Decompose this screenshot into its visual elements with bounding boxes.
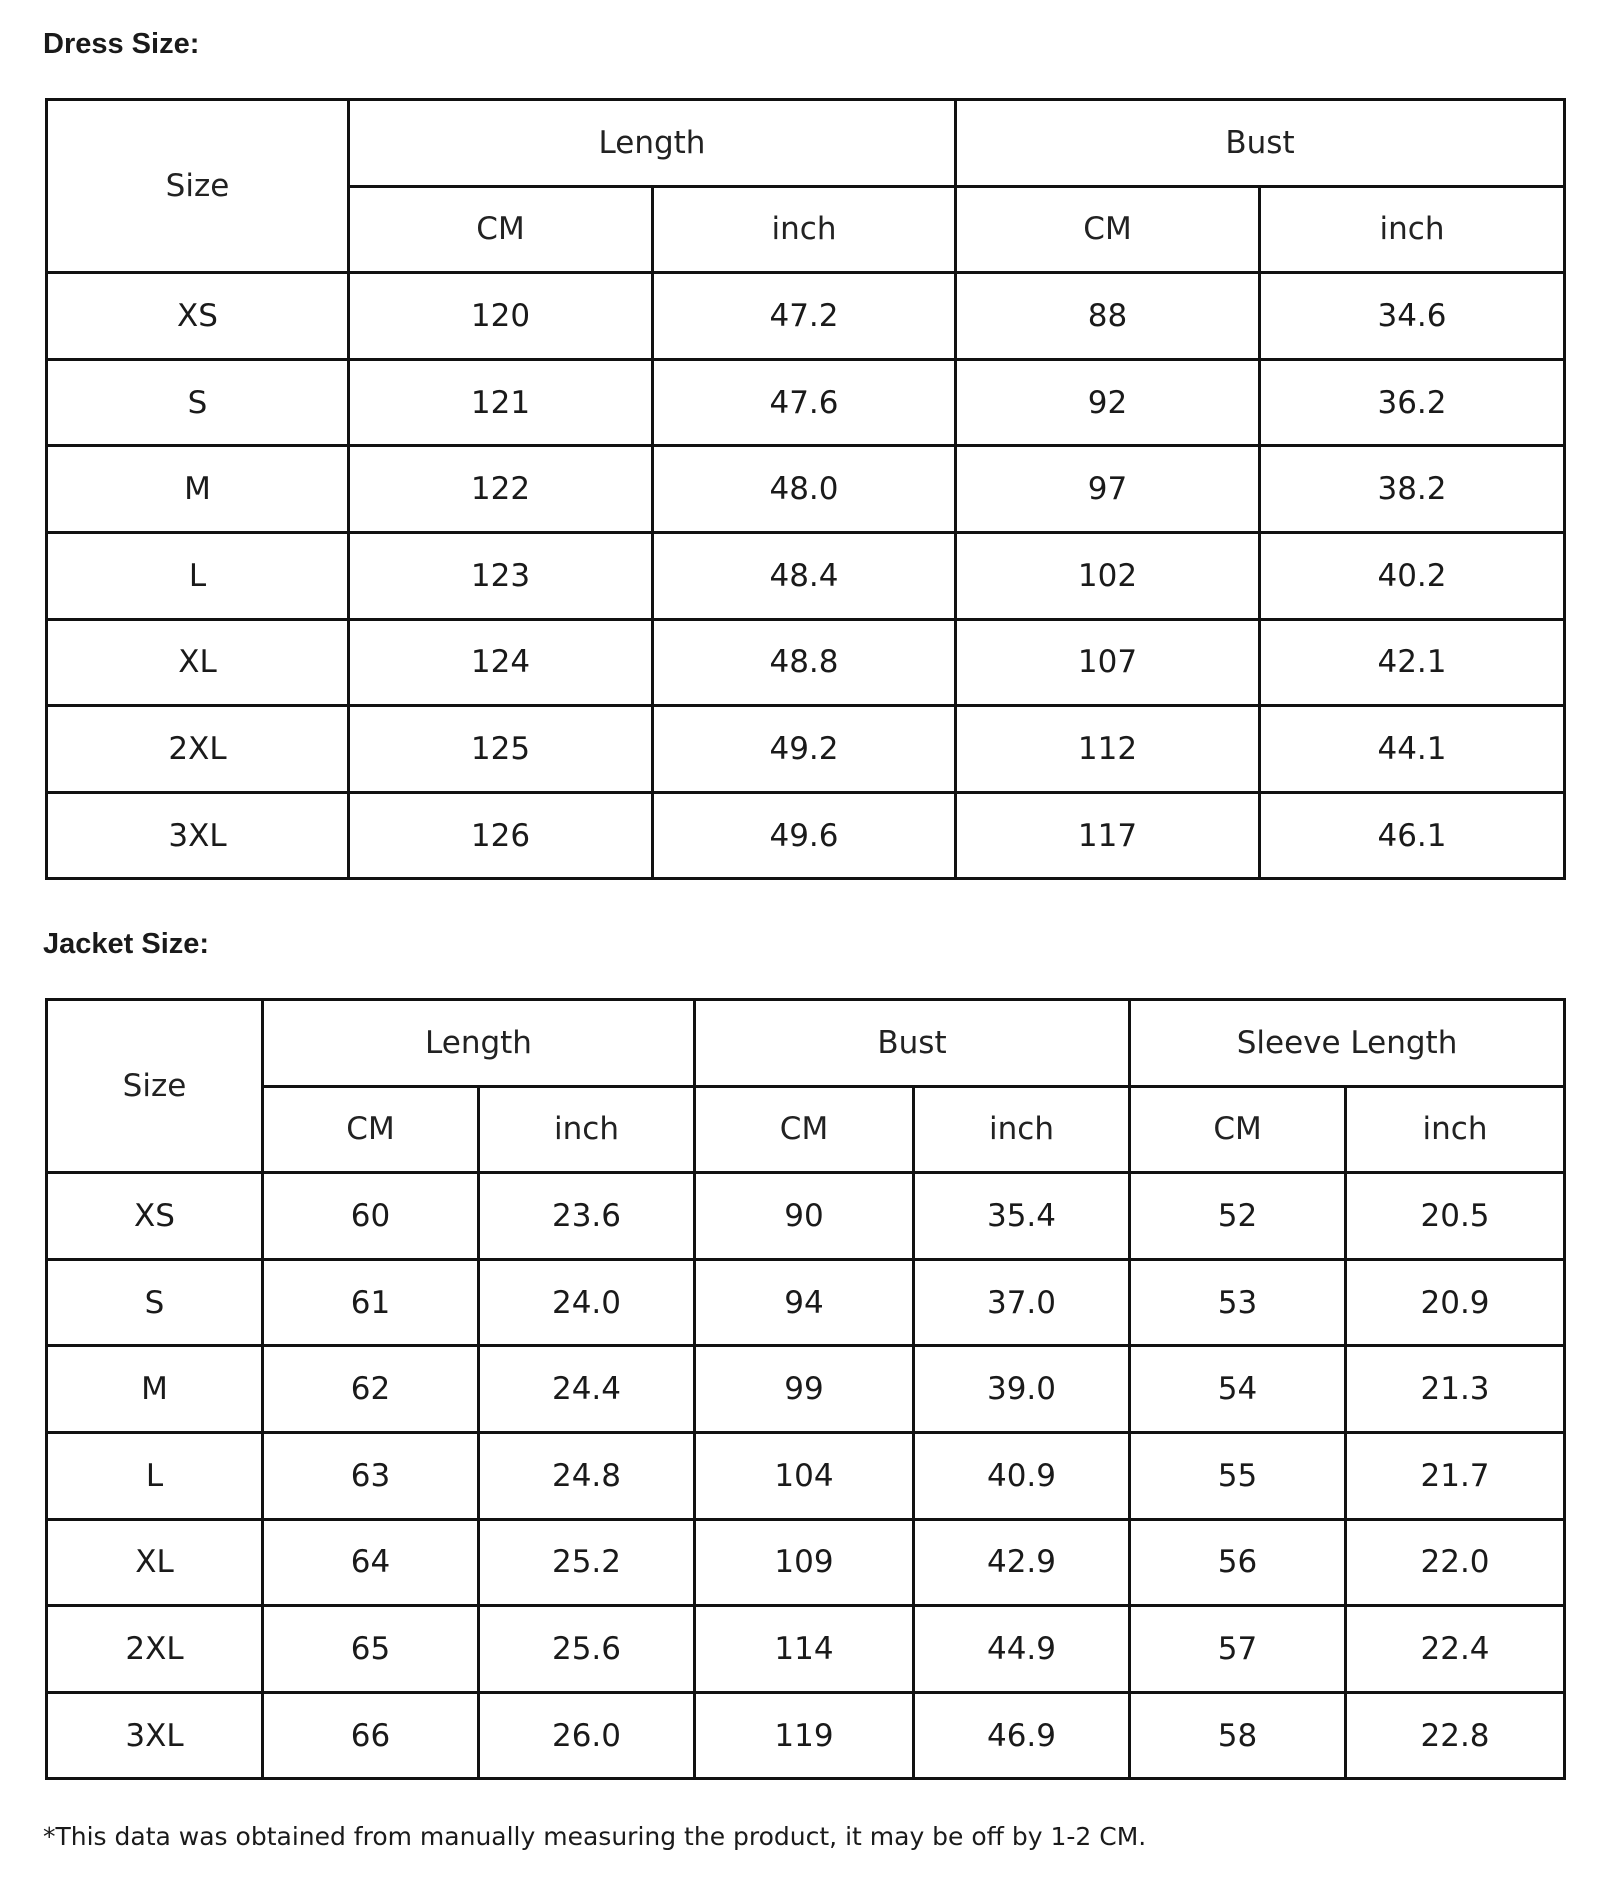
table-row bbox=[47, 706, 1565, 793]
length-header: Length bbox=[263, 1000, 695, 1087]
size-cell: 3XL bbox=[47, 792, 349, 879]
table-cell: 117 bbox=[956, 792, 1260, 879]
table-cell: 58 bbox=[1130, 1692, 1346, 1779]
table-cell: 46.1 bbox=[1260, 792, 1565, 879]
size-header: Size bbox=[47, 1000, 263, 1173]
size-cell: XS bbox=[47, 273, 349, 360]
table-cell: 35.4 bbox=[914, 1173, 1130, 1260]
unit-header: CM bbox=[349, 186, 653, 273]
size-cell: 2XL bbox=[47, 706, 349, 793]
table-cell: 23.6 bbox=[479, 1173, 695, 1260]
table-cell: 102 bbox=[956, 532, 1260, 619]
unit-header: CM bbox=[1130, 1086, 1346, 1173]
table-cell: 25.2 bbox=[479, 1519, 695, 1606]
table-cell: 36.2 bbox=[1260, 359, 1565, 446]
table-cell: 107 bbox=[956, 619, 1260, 706]
table-row bbox=[47, 446, 1565, 533]
table-cell: 25.6 bbox=[479, 1606, 695, 1693]
table-cell: 60 bbox=[263, 1173, 479, 1260]
table-row bbox=[47, 532, 1565, 619]
table-cell: 97 bbox=[956, 446, 1260, 533]
size-cell: S bbox=[47, 359, 349, 446]
jacket-size-table bbox=[45, 998, 1566, 1780]
dress-size-title: Dress Size: bbox=[43, 28, 200, 60]
table-row bbox=[47, 1606, 1565, 1693]
table-cell: 47.6 bbox=[653, 359, 956, 446]
table-cell: 21.3 bbox=[1346, 1346, 1565, 1433]
table-cell: 22.8 bbox=[1346, 1692, 1565, 1779]
table-cell: 26.0 bbox=[479, 1692, 695, 1779]
length-header: Length bbox=[349, 100, 956, 187]
size-cell: M bbox=[47, 1346, 263, 1433]
table-row bbox=[47, 273, 1565, 360]
table-cell: 48.0 bbox=[653, 446, 956, 533]
table-cell: 44.9 bbox=[914, 1606, 1130, 1693]
table-cell: 99 bbox=[695, 1346, 914, 1433]
table-cell: 61 bbox=[263, 1259, 479, 1346]
size-cell: XL bbox=[47, 619, 349, 706]
unit-header: CM bbox=[263, 1086, 479, 1173]
table-row bbox=[47, 1173, 1565, 1260]
table-cell: 119 bbox=[695, 1692, 914, 1779]
table-cell: 49.6 bbox=[653, 792, 956, 879]
table-cell: 55 bbox=[1130, 1432, 1346, 1519]
table-cell: 37.0 bbox=[914, 1259, 1130, 1346]
table-cell: 24.4 bbox=[479, 1346, 695, 1433]
table-cell: 40.9 bbox=[914, 1432, 1130, 1519]
table-cell: 39.0 bbox=[914, 1346, 1130, 1433]
size-cell: 2XL bbox=[47, 1606, 263, 1693]
table-cell: 122 bbox=[349, 446, 653, 533]
table-cell: 57 bbox=[1130, 1606, 1346, 1693]
bust-header: Bust bbox=[695, 1000, 1130, 1087]
table-cell: 121 bbox=[349, 359, 653, 446]
size-header: Size bbox=[47, 100, 349, 273]
table-cell: 88 bbox=[956, 273, 1260, 360]
table-cell: 109 bbox=[695, 1519, 914, 1606]
table-row bbox=[47, 792, 1565, 879]
table-cell: 34.6 bbox=[1260, 273, 1565, 360]
table-cell: 104 bbox=[695, 1432, 914, 1519]
table-cell: 42.1 bbox=[1260, 619, 1565, 706]
unit-header: inch bbox=[1346, 1086, 1565, 1173]
table-cell: 112 bbox=[956, 706, 1260, 793]
table-cell: 20.5 bbox=[1346, 1173, 1565, 1260]
table-cell: 46.9 bbox=[914, 1692, 1130, 1779]
table-cell: 125 bbox=[349, 706, 653, 793]
table-cell: 94 bbox=[695, 1259, 914, 1346]
table-cell: 126 bbox=[349, 792, 653, 879]
unit-header: inch bbox=[1260, 186, 1565, 273]
table-cell: 22.4 bbox=[1346, 1606, 1565, 1693]
table-cell: 40.2 bbox=[1260, 532, 1565, 619]
size-cell: L bbox=[47, 1432, 263, 1519]
table-cell: 53 bbox=[1130, 1259, 1346, 1346]
unit-header: inch bbox=[914, 1086, 1130, 1173]
size-cell: L bbox=[47, 532, 349, 619]
unit-header: CM bbox=[956, 186, 1260, 273]
table-cell: 24.0 bbox=[479, 1259, 695, 1346]
size-cell: XL bbox=[47, 1519, 263, 1606]
table-cell: 63 bbox=[263, 1432, 479, 1519]
table-cell: 48.4 bbox=[653, 532, 956, 619]
unit-header: inch bbox=[479, 1086, 695, 1173]
table-cell: 49.2 bbox=[653, 706, 956, 793]
table-cell: 20.9 bbox=[1346, 1259, 1565, 1346]
table-cell: 54 bbox=[1130, 1346, 1346, 1433]
sleeve-length-header: Sleeve Length bbox=[1130, 1000, 1565, 1087]
table-cell: 24.8 bbox=[479, 1432, 695, 1519]
table-cell: 44.1 bbox=[1260, 706, 1565, 793]
table-cell: 62 bbox=[263, 1346, 479, 1433]
table-cell: 114 bbox=[695, 1606, 914, 1693]
table-cell: 56 bbox=[1130, 1519, 1346, 1606]
table-cell: 22.0 bbox=[1346, 1519, 1565, 1606]
unit-header: inch bbox=[653, 186, 956, 273]
size-cell: 3XL bbox=[47, 1692, 263, 1779]
table-cell: 124 bbox=[349, 619, 653, 706]
measurement-note: *This data was obtained from manually measuring the product, it may be off by 1-2 CM. bbox=[43, 1822, 1147, 1851]
table-cell: 64 bbox=[263, 1519, 479, 1606]
bust-header: Bust bbox=[956, 100, 1565, 187]
table-row bbox=[47, 1432, 1565, 1519]
size-cell: S bbox=[47, 1259, 263, 1346]
table-cell: 120 bbox=[349, 273, 653, 360]
table-row bbox=[47, 359, 1565, 446]
table-cell: 38.2 bbox=[1260, 446, 1565, 533]
table-cell: 92 bbox=[956, 359, 1260, 446]
table-cell: 90 bbox=[695, 1173, 914, 1260]
table-cell: 52 bbox=[1130, 1173, 1346, 1260]
table-row bbox=[47, 1259, 1565, 1346]
table-cell: 21.7 bbox=[1346, 1432, 1565, 1519]
table-cell: 42.9 bbox=[914, 1519, 1130, 1606]
table-cell: 48.8 bbox=[653, 619, 956, 706]
table-cell: 47.2 bbox=[653, 273, 956, 360]
dress-size-table bbox=[45, 98, 1566, 880]
size-cell: M bbox=[47, 446, 349, 533]
unit-header: CM bbox=[695, 1086, 914, 1173]
table-row bbox=[47, 1692, 1565, 1779]
table-row bbox=[47, 1519, 1565, 1606]
table-cell: 123 bbox=[349, 532, 653, 619]
table-cell: 65 bbox=[263, 1606, 479, 1693]
table-row bbox=[47, 619, 1565, 706]
table-row bbox=[47, 1346, 1565, 1433]
table-cell: 66 bbox=[263, 1692, 479, 1779]
jacket-size-title: Jacket Size: bbox=[43, 928, 210, 960]
size-cell: XS bbox=[47, 1173, 263, 1260]
